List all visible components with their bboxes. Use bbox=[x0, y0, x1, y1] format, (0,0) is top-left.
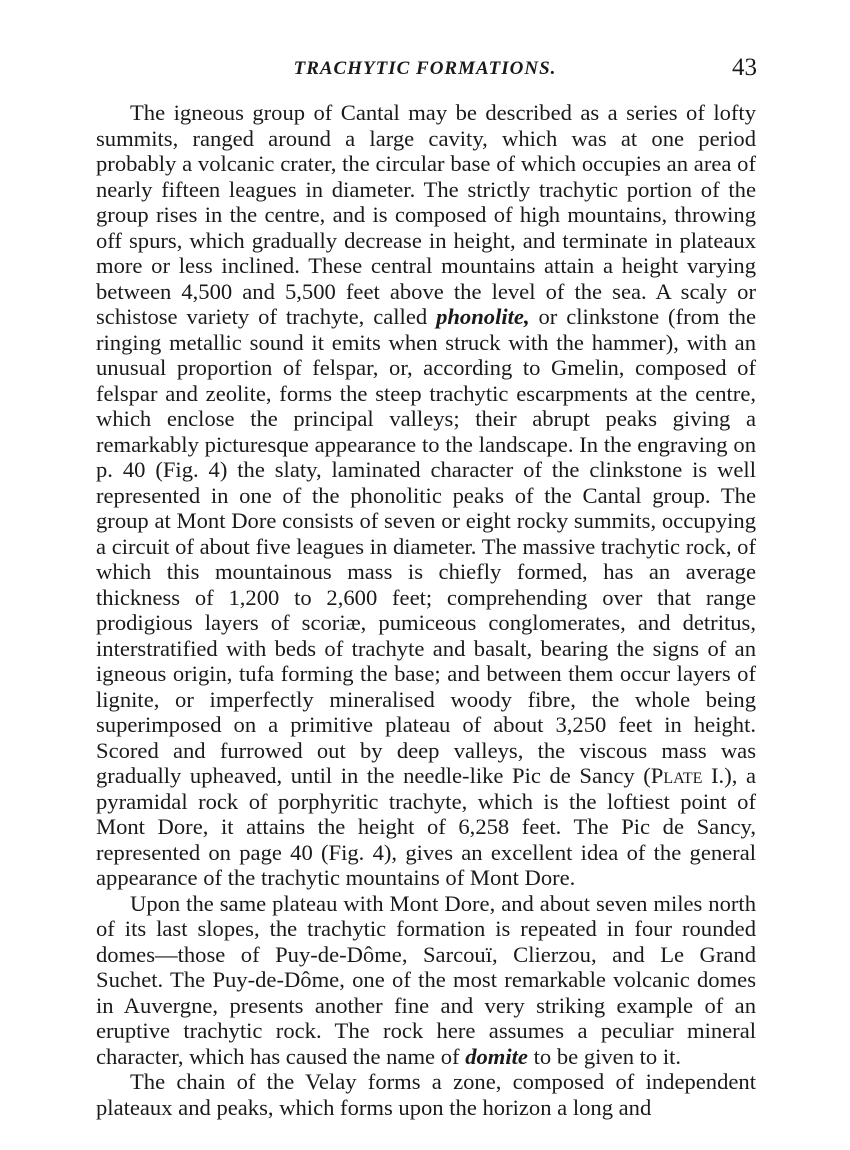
running-header bbox=[0, 54, 850, 88]
running-title: TRACHYTIC FORMATIONS. bbox=[293, 58, 557, 79]
paragraph-text: I.), a pyramidal rock of porphyritic trachyte, which is the loftiest point of Mont Dore, it attains the height of 6,258 feet. The Pic de Sancy, represented on page 40 (Fig. 4), gives an excellent idea of the general appearance of the trachytic mountains of Mont Dore. bbox=[96, 763, 756, 890]
body-text bbox=[96, 100, 756, 1120]
paragraph-velay bbox=[96, 1069, 756, 1120]
paragraph-cantal-mont-dore bbox=[96, 100, 756, 891]
paragraph-text: The chain of the Velay forms a zone, composed of independent plateaux and peaks, which forms upon the horizon a long and bbox=[96, 1069, 756, 1120]
page-number: 43 bbox=[732, 54, 757, 81]
plate-reference: Plate bbox=[650, 763, 703, 788]
paragraph-text: The igneous group of Cantal may be described as a series of lofty summits, ranged around a large cavity, which was at one period probably a volcanic crater, the circular base of which occupies an area of nearly fifteen leagues in diameter. The strictly trachytic portion of the group rises in the centre, and is composed of high mountains, throwing off spurs, which gradually decrease in height, and terminate in plateaux more or less inclined. These central mountains attain a height varying between 4,500 and 5,500 feet above the level of the sea. A scaly or schistose variety of trachyte, called bbox=[96, 100, 756, 329]
italic-term-phonolite: phonolite, bbox=[436, 304, 530, 329]
paragraph-puy-de-dome bbox=[96, 891, 756, 1070]
paragraph-text: Upon the same plateau with Mont Dore, and about seven miles north of its last slopes, the trachytic formation is repeated in four rounded domes—those of Puy-de-Dôme, Sarcouï, Clierzou, and Le Grand Suchet. The Puy-de-Dôme, one of the most remarkable volcanic domes in Auvergne, presents another fine and very striking example of an eruptive trachytic rock. The rock here assumes a peculiar mineral character, which has caused the name of bbox=[96, 890, 756, 1069]
paragraph-text: to be given to it. bbox=[527, 1043, 682, 1069]
paragraph-text: or clinkstone (from the ringing metallic sound it emits when struck with the hammer), with an unusual proportion of felspar, or, according to Gmelin, composed of felspar and zeolite, forms the steep trachytic escarpments at the centre, which enclose the principal valleys; their abrupt peaks giving a remarkably picturesque appearance to the landscape. In the engraving on p. 40 (Fig. 4) the slaty, laminated character of the clinkstone is well represented in one of the phonolitic peaks of the Cantal group. The group at Mont Dore consists of seven or eight rocky summits, occupying a circuit of about five leagues in diameter. The massive trachytic rock, of which this mountainous mass is chiefly formed, has an average thickness of 1,200 to 2,600 feet; comprehending over that range prodigious layers of scoriæ, pumiceous conglomerates, and detritus, interstratified with beds of trachyte and basalt, bearing the signs of an igneous origin, tufa forming the base; and between them occur layers of lignite, or imperfectly mineralised woody fibre, the whole being superimposed on a primitive plateau of about 3,250 feet in height. Scored and furrowed out by deep valleys, the viscous mass was gradually upheaved, until in the needle-like Pic de Sancy ( bbox=[96, 304, 756, 788]
italic-term-domite: domite bbox=[465, 1043, 528, 1069]
